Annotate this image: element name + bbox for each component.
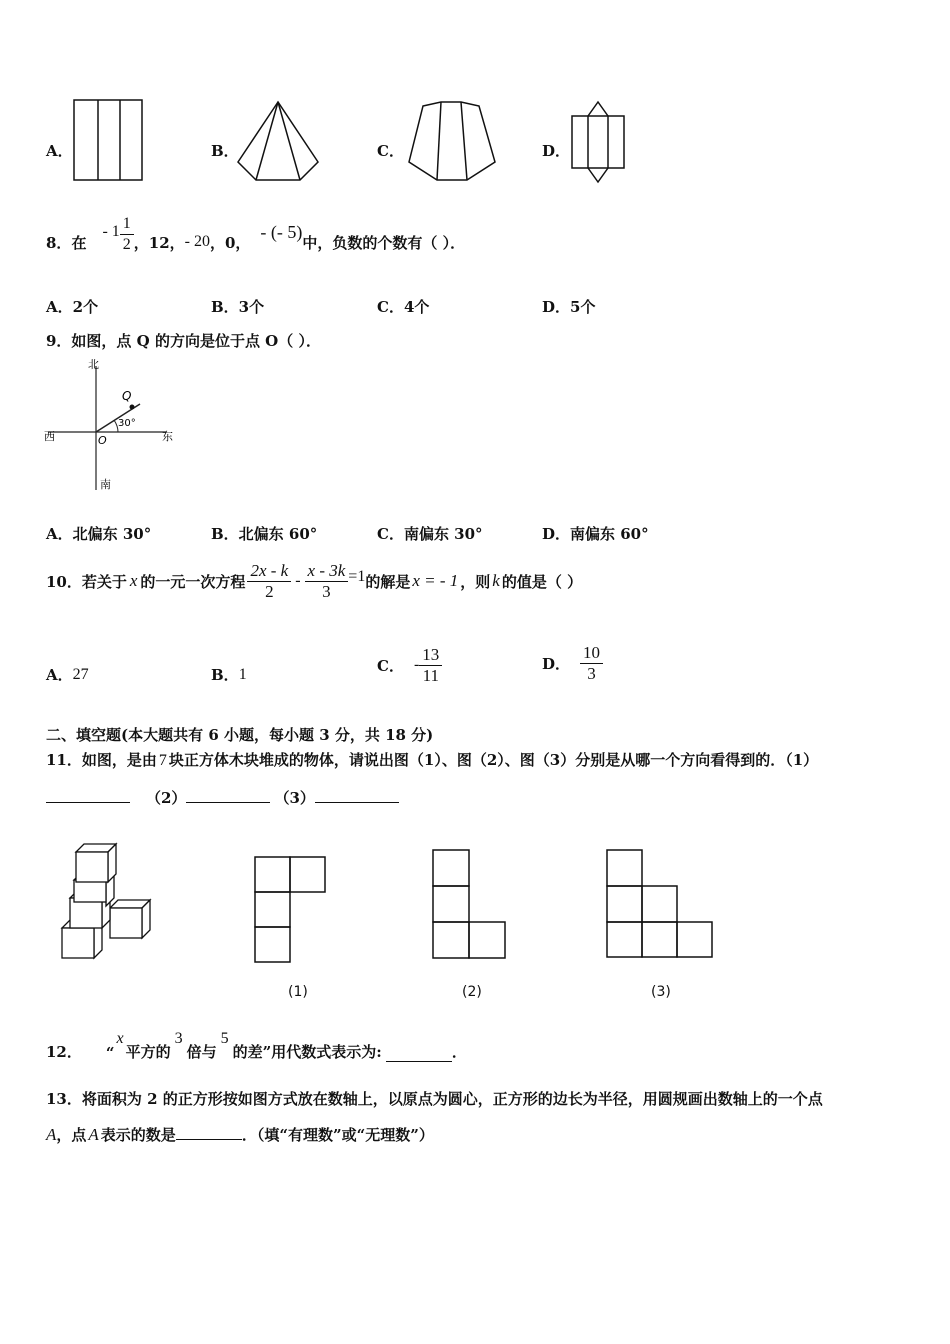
q12-text-1: 平方的 bbox=[125, 1043, 171, 1061]
q13-var-a: A bbox=[46, 1125, 57, 1144]
q11-cube-stack-figure bbox=[56, 840, 156, 960]
q10-option-c-den: 11 bbox=[422, 665, 439, 685]
view-square bbox=[255, 857, 290, 892]
q10-option-d-fraction bbox=[580, 643, 603, 684]
q12-five: 5 bbox=[220, 1030, 229, 1047]
q10-option-c-fraction bbox=[419, 645, 442, 686]
q13-answer-blank[interactable] bbox=[176, 1139, 242, 1140]
q10-option-d-den: 3 bbox=[587, 663, 596, 683]
q10-var-k: k bbox=[492, 571, 500, 590]
q12-answer-blank[interactable] bbox=[386, 1061, 452, 1062]
q10-mid: 的一元一次方程 bbox=[140, 572, 246, 591]
q8-option-d: D．5个 bbox=[542, 298, 596, 316]
q13-text-3: ．（填“有理数”或“无理数”） bbox=[241, 1126, 434, 1144]
view-square bbox=[433, 850, 469, 886]
q10-solution: x = - 1 bbox=[412, 571, 459, 590]
q7-option-a-figure bbox=[72, 100, 147, 184]
q10-option-a-label: A． bbox=[46, 666, 73, 684]
q8-option-b: B．3个 bbox=[211, 298, 265, 316]
q8-option-c: C．4个 bbox=[377, 298, 430, 316]
view-square bbox=[433, 886, 469, 922]
q10-option-d-num: 10 bbox=[580, 643, 603, 664]
q11-label-2: （2） bbox=[146, 789, 187, 807]
q12-text-2: 倍与 bbox=[186, 1043, 217, 1061]
prism-net-top-triangle bbox=[588, 102, 608, 116]
q10-f1-den: 2 bbox=[265, 581, 274, 601]
q11-seven: 7 bbox=[158, 752, 167, 769]
q8-minus20: - 20 bbox=[184, 233, 210, 250]
q11-line1-post: 块正方体木块堆成的物体，请说出图（1）、图（2）、图（3）分别是从哪一个方向看得到的．（1） bbox=[168, 751, 819, 769]
frustum-edge bbox=[437, 102, 441, 180]
q10-var-x: x bbox=[129, 571, 138, 590]
q8-mixed-den: 2 bbox=[122, 235, 131, 253]
q12-text-3: 的差”用代数式表示为: bbox=[232, 1043, 382, 1061]
q11-label-3: （3） bbox=[274, 789, 315, 807]
north-label: 北 bbox=[88, 358, 99, 371]
q11-line1-pre: 11．如图，是由 bbox=[46, 751, 157, 769]
point-q-dot bbox=[130, 405, 135, 410]
cube-face bbox=[110, 908, 142, 938]
q12-var-x: x bbox=[116, 1030, 124, 1047]
q9-stem: 9．如图，点 Q 的方向是位于点 O（ ）． bbox=[46, 332, 321, 350]
q8-mixed-fraction bbox=[120, 214, 134, 255]
q10-option-a bbox=[46, 664, 89, 685]
q12-number: 12． bbox=[46, 1043, 82, 1061]
q13-text-2: 表示的数是 bbox=[100, 1126, 176, 1144]
q10-option-d bbox=[542, 638, 603, 688]
view-square bbox=[469, 922, 505, 958]
q9-option-c: C．南偏东 30° bbox=[377, 525, 483, 543]
cube-face bbox=[74, 880, 106, 902]
q11-caption-2: (2) bbox=[462, 984, 482, 1000]
q10-f1-num: 2x - k bbox=[247, 561, 291, 582]
q10-sol-pre: 的解是 bbox=[365, 572, 411, 591]
q8-suffix: 中，负数的个数有（ ）． bbox=[302, 233, 466, 252]
q11-stem-line2 bbox=[46, 787, 399, 808]
west-label: 西 bbox=[44, 430, 55, 443]
q7-option-b-label: B． bbox=[211, 142, 239, 160]
view-square bbox=[607, 922, 642, 957]
q11-caption-1: (1) bbox=[288, 984, 308, 1000]
q7-option-b-figure bbox=[236, 100, 320, 184]
q7-option-a-label: A． bbox=[46, 142, 73, 160]
cube-face bbox=[76, 852, 108, 882]
view-square bbox=[607, 850, 642, 886]
q10-sol-post: ，则 bbox=[460, 572, 491, 591]
view-square bbox=[677, 922, 712, 957]
q12-quote-open: “ bbox=[105, 1044, 115, 1062]
q13-var-a2: A bbox=[88, 1125, 99, 1144]
q11-blank-3[interactable] bbox=[315, 802, 399, 803]
pyramid-edge bbox=[278, 102, 300, 180]
q10-option-b-value: 1 bbox=[238, 665, 247, 683]
south-label: 南 bbox=[100, 478, 111, 491]
q8-stem bbox=[46, 214, 465, 270]
net-outline bbox=[74, 100, 142, 180]
q13-stem-line2 bbox=[46, 1124, 434, 1145]
q10-option-c-label: C． bbox=[377, 656, 404, 675]
section-2-title: 二、填空题(本大题共有 6 小题，每小题 3 分，共 18 分) bbox=[46, 726, 434, 744]
view-square bbox=[642, 886, 677, 922]
view-square bbox=[255, 892, 290, 927]
angle-label: 30° bbox=[118, 418, 136, 429]
q11-caption-3: (3) bbox=[651, 984, 671, 1000]
q11-view-3 bbox=[606, 849, 716, 959]
pyramid-outline bbox=[238, 102, 318, 180]
q7-option-d-label: D． bbox=[542, 142, 571, 160]
q10-prefix: 10．若关于 bbox=[46, 572, 127, 591]
east-label: 东 bbox=[162, 430, 173, 443]
q10-option-c bbox=[377, 640, 442, 690]
q10-option-b bbox=[211, 664, 247, 685]
view-square bbox=[290, 857, 325, 892]
pyramid-edge bbox=[256, 102, 278, 180]
q10-f2-num: x - 3k bbox=[305, 561, 349, 582]
q11-blank-1[interactable] bbox=[46, 802, 130, 803]
q9-option-a: A．北偏东 30° bbox=[46, 525, 152, 543]
prism-net-body bbox=[572, 116, 624, 168]
prism-net-bottom-triangle bbox=[588, 168, 608, 182]
q8-prefix: 在 bbox=[71, 233, 87, 252]
q-label: Q bbox=[122, 389, 132, 403]
q10-eq1: =1 bbox=[348, 568, 366, 585]
q7-option-c-label: C． bbox=[377, 142, 404, 160]
q10-minus: - bbox=[295, 572, 301, 589]
q8-mixed-neg: - 1 bbox=[102, 223, 120, 240]
q8-mixed-num: 1 bbox=[120, 214, 134, 235]
q10-option-a-value: 27 bbox=[72, 665, 89, 683]
frustum-edge bbox=[461, 102, 467, 180]
q9-direction-figure bbox=[44, 356, 184, 496]
q8-option-a: A．2个 bbox=[46, 298, 99, 316]
q13-stem-line1: 13．将面积为 2 的正方形按如图方式放在数轴上，以原点为圆心，正方形的边长为半径，用圆规画出数轴上的一个点 bbox=[46, 1090, 823, 1108]
view-square bbox=[255, 927, 290, 962]
q12-end: ． bbox=[451, 1043, 467, 1061]
q10-f2-den: 3 bbox=[322, 581, 331, 601]
q8-neg-neg5: - (- 5) bbox=[260, 221, 303, 242]
view-square bbox=[433, 922, 469, 958]
q11-stem-line1 bbox=[46, 749, 818, 770]
q11-view-1 bbox=[254, 856, 328, 964]
frustum-outline bbox=[409, 102, 495, 180]
q9-option-b: B．北偏东 60° bbox=[211, 525, 318, 543]
q10-fraction-1 bbox=[247, 561, 291, 602]
q10-option-d-label: D． bbox=[542, 654, 571, 673]
cube-face bbox=[62, 928, 94, 958]
q10-option-c-sign: - bbox=[413, 656, 420, 673]
view-square bbox=[642, 922, 677, 957]
q8-sep2: ，0， bbox=[209, 233, 251, 252]
q7-option-d-figure bbox=[570, 100, 630, 184]
q11-blank-2[interactable] bbox=[186, 802, 270, 803]
q8-number: 8． bbox=[46, 233, 72, 252]
q7-option-c-figure bbox=[405, 100, 499, 184]
o-label: O bbox=[98, 434, 107, 447]
q12-stem bbox=[46, 1026, 467, 1062]
q10-fraction-2 bbox=[305, 561, 349, 602]
q10-tail: 的值是（ ） bbox=[501, 572, 583, 591]
q12-three: 3 bbox=[174, 1030, 183, 1047]
q11-view-2 bbox=[432, 849, 508, 959]
q8-sep1: ，12， bbox=[133, 233, 185, 252]
q13-text-1: ，点 bbox=[56, 1126, 87, 1144]
view-square bbox=[607, 886, 642, 922]
q9-option-d: D．南偏东 60° bbox=[542, 525, 649, 543]
q10-option-c-num: 13 bbox=[419, 645, 442, 666]
q10-stem bbox=[46, 556, 582, 606]
q10-option-b-label: B． bbox=[211, 666, 239, 684]
